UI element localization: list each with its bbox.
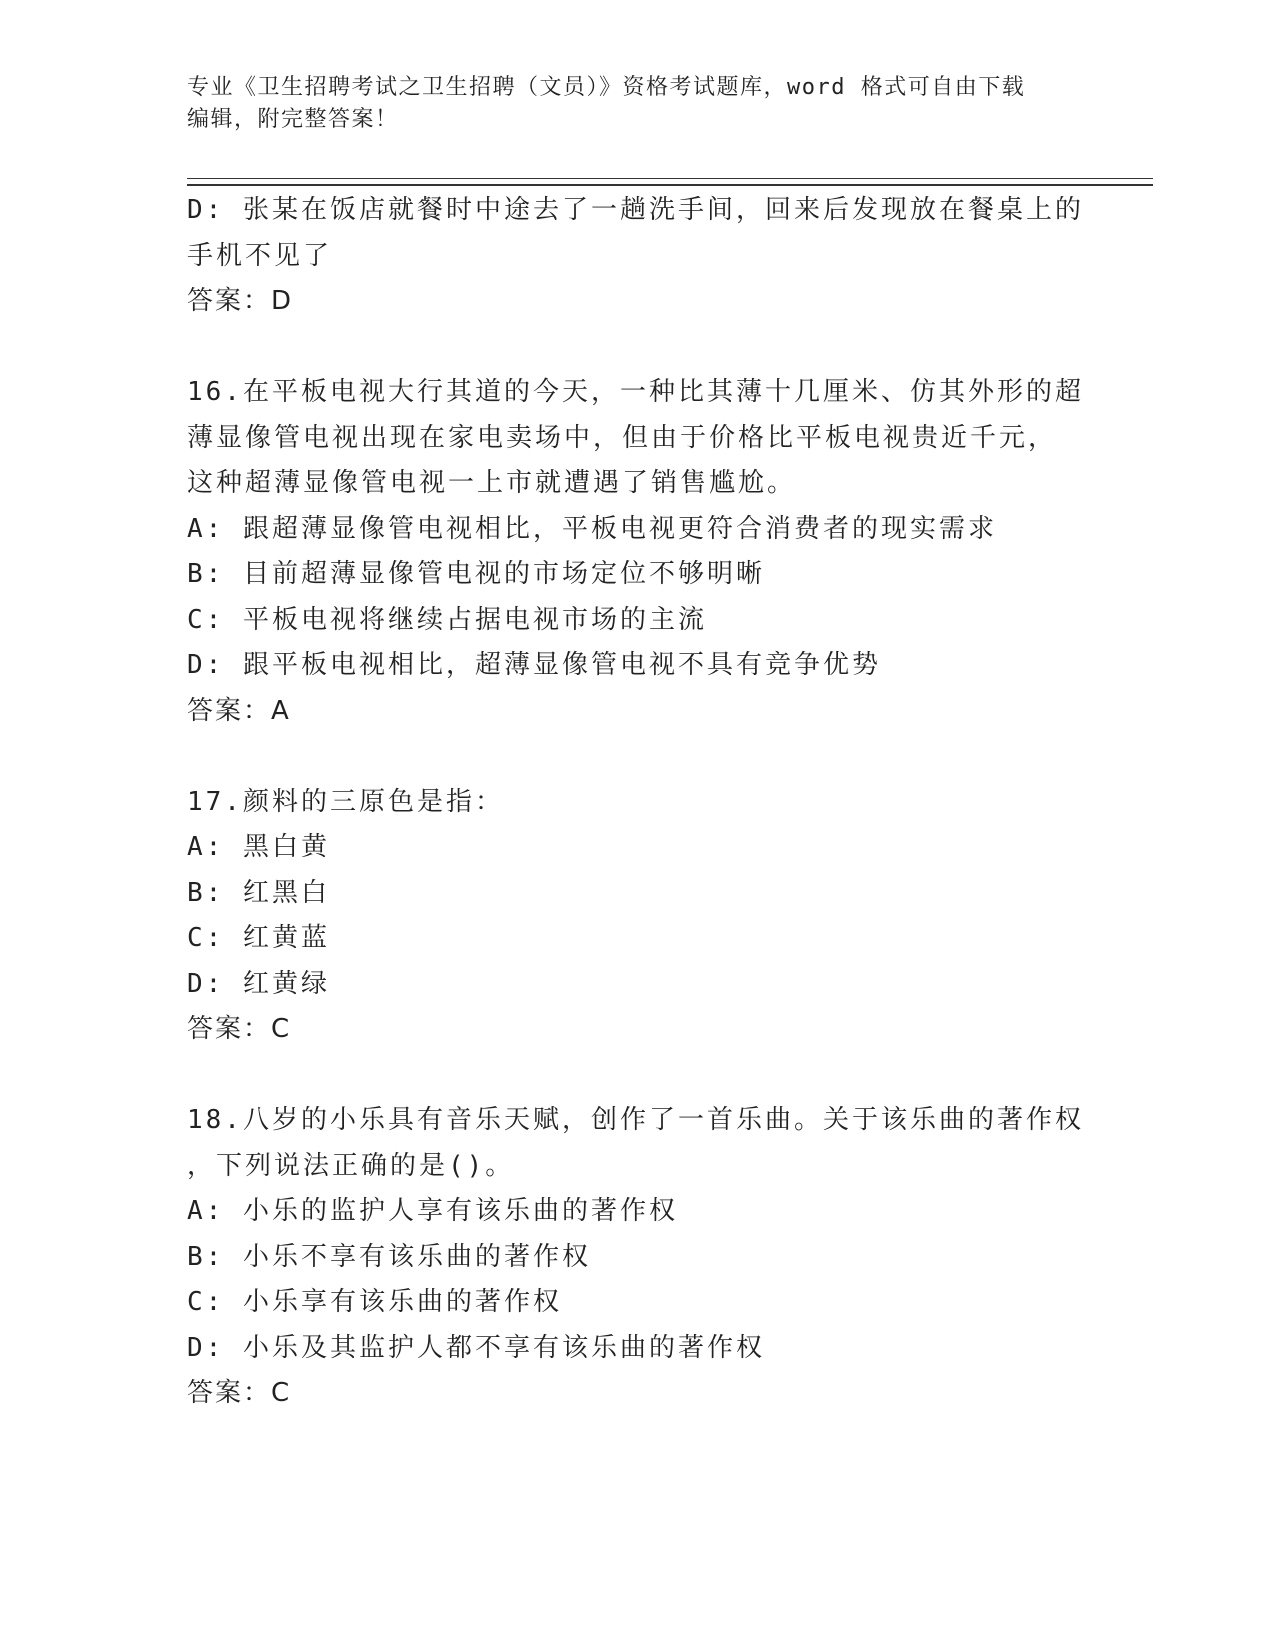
option-a: A: 跟超薄显像管电视相比，平板电视更符合消费者的现实需求 [187, 513, 997, 544]
question-stem: ，下列说法正确的是()。 [187, 1150, 515, 1181]
document-body [187, 188, 1087, 1417]
header-line-1: 专业《卫生招聘考试之卫生招聘（文员）》资格考试题库，word 格式可自由下载 [187, 75, 1026, 100]
option-c: C: 平板电视将继续占据电视市场的主流 [187, 604, 707, 635]
spacer [187, 734, 1087, 780]
option-b: B: 小乐不享有该乐曲的著作权 [187, 1241, 591, 1272]
option-c: C: 小乐享有该乐曲的著作权 [187, 1287, 562, 1317]
option-d: D: 跟平板电视相比，超薄显像管电视不具有竞争优势 [187, 650, 881, 680]
question-15-tail [187, 188, 1087, 325]
spacer [187, 325, 1087, 371]
answer-line: 答案：C [187, 1378, 292, 1408]
question-stem: 17.颜料的三原色是指： [187, 786, 504, 817]
header-line-2: 编辑，附完整答案！ [187, 107, 399, 132]
question-17 [187, 780, 1087, 1053]
question-stem: 这种超薄显像管电视一上市就遭遇了销售尴尬。 [187, 468, 797, 498]
question-18 [187, 1098, 1087, 1417]
page-header [187, 72, 1067, 136]
option-a: A: 小乐的监护人享有该乐曲的著作权 [187, 1196, 678, 1226]
option-b: B: 红黑白 [187, 877, 330, 908]
question-stem: 薄显像管电视出现在家电卖场中，但由于价格比平板电视贵近千元， [187, 422, 1058, 453]
spacer [187, 1053, 1087, 1099]
option-d: D: 小乐及其监护人都不享有该乐曲的著作权 [187, 1332, 765, 1363]
option-d: D: 红黄绿 [187, 968, 330, 999]
answer-line: 答案：A [187, 695, 291, 726]
option-d-continued: 手机不见了 [187, 240, 333, 271]
option-a: A: 黑白黄 [187, 832, 330, 862]
option-b: B: 目前超薄显像管电视的市场定位不够明晰 [187, 559, 765, 589]
header-divider [187, 178, 1153, 186]
question-stem: 18.八岁的小乐具有音乐天赋，创作了一首乐曲。关于该乐曲的著作权 [187, 1105, 1084, 1135]
answer-line: 答案：C [187, 1014, 292, 1044]
option-d: D: 张某在饭店就餐时中途去了一趟洗手间，回来后发现放在餐桌上的 [187, 195, 1084, 225]
question-16 [187, 370, 1087, 734]
question-stem: 16.在平板电视大行其道的今天，一种比其薄十几厘米、仿其外形的超 [187, 377, 1084, 407]
option-c: C: 红黄蓝 [187, 923, 330, 953]
answer-line: 答案：D [187, 286, 294, 316]
